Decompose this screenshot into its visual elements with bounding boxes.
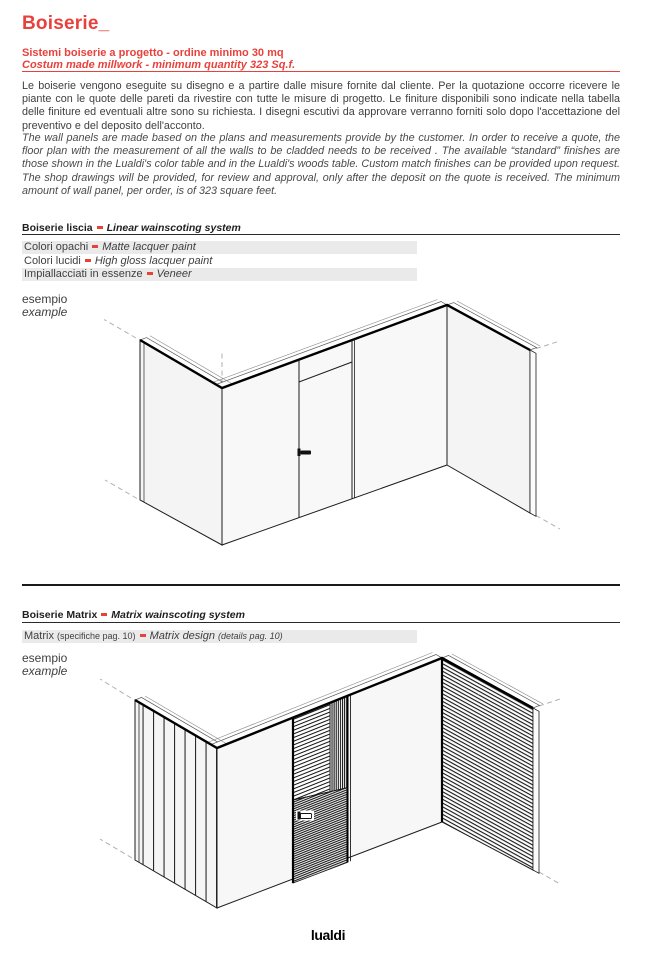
red-dash-icon — [101, 613, 107, 616]
lualdi-logo: lualdi — [310, 927, 346, 943]
intro-paragraph-italian: Le boiserie vengono eseguite su disegno e a partire dalle misure fornite dal cliente. Per la quotazione occorre ricevere le piante con le quote delle pareti da rivestire con tutte le misure di progetto. Le finiture disponibili sono indicate nella tabella delle finiture ed eventuali altre sono su richiesta. I disegni escutivi da approvare verranno forniti solo dopo l'accettazione del preventivo e del deposito dell'acconto. — [22, 80, 620, 132]
section-header-matrix — [22, 609, 620, 621]
door-upper-stripes — [293, 703, 330, 800]
red-rule — [22, 71, 620, 72]
matrix-wainscoting-drawing — [90, 650, 560, 930]
subtitle-italian: Sistemi boiserie a progetto - ordine minimo 30 mq — [22, 47, 284, 59]
door-lower-dense-panel — [293, 788, 348, 883]
section-divider — [22, 584, 620, 586]
example-english: example — [22, 664, 68, 678]
example-italian: esempio — [22, 651, 68, 665]
matrix-door-bay — [293, 695, 351, 883]
red-dash-icon — [92, 245, 98, 248]
right-wall-panel — [447, 305, 530, 513]
page-title: Boiserie_ — [22, 13, 110, 34]
finish-row-veneer — [22, 268, 417, 281]
finish-en: Matte lacquer paint — [102, 241, 196, 253]
section-matrix-title-it: Boiserie Matrix — [22, 609, 98, 621]
right-end-cap — [533, 708, 539, 873]
section-header-liscia — [22, 222, 620, 234]
linear-wainscoting-drawing — [90, 300, 560, 550]
section-liscia-title-en: Linear wainscoting system — [106, 222, 241, 234]
red-dash-icon — [147, 272, 153, 275]
example-english: example — [22, 305, 68, 319]
finish-en: Veneer — [156, 268, 192, 280]
red-dash-icon — [97, 226, 103, 229]
example-italian: esempio — [22, 292, 68, 306]
matrix-finish-row — [22, 630, 417, 643]
right-end-cap — [530, 350, 536, 516]
matrix-row-it: Matrix — [24, 630, 54, 642]
example-label-liscia — [22, 293, 67, 319]
section-rule-matrix — [22, 622, 620, 623]
matrix-row-en: Matrix design — [149, 630, 215, 642]
finish-row-gloss — [22, 255, 417, 268]
section-matrix-title-en: Matrix wainscoting system — [111, 609, 245, 621]
subtitle-english: Costum made millwork - minimum quantity 323 Sq.f. — [22, 59, 296, 71]
matrix-row-en-note: (details pag. 10) — [218, 631, 283, 641]
section-rule-liscia — [22, 234, 620, 235]
matrix-row-it-note: (specifiche pag. 10) — [57, 631, 136, 641]
finish-it: Impiallacciati in essenze — [24, 268, 143, 280]
door-vertical-slat-strip — [330, 696, 348, 792]
finish-en: High gloss lacquer paint — [94, 254, 213, 267]
red-dash-icon — [85, 259, 91, 262]
section-liscia-title-it: Boiserie liscia — [22, 222, 93, 234]
finish-it: Colori opachi — [24, 241, 89, 253]
example-label-matrix — [22, 652, 67, 678]
finish-row-matte — [22, 241, 417, 254]
right-wall-slatted-panel — [442, 658, 533, 870]
red-dash-icon — [140, 634, 146, 637]
finish-it: Colori lucidi — [24, 254, 81, 267]
door-handle-icon — [296, 811, 314, 821]
intro-paragraph-english: The wall panels are made based on the plans and measurements provide by the customer. In order to receive a quote, the floor plan with the measurement of all the walls to be cladded needs to be received . The available “standard” finishes are those shown in the Lualdi's color table and in the Lualdi's woods table. Custom match finishes can be provided upon request. The shop drawings will be provided, for review and approval, only after the deposit on the quote is received. The minimum amount of wall panel, per order, is of 323 square feet. — [22, 132, 620, 197]
